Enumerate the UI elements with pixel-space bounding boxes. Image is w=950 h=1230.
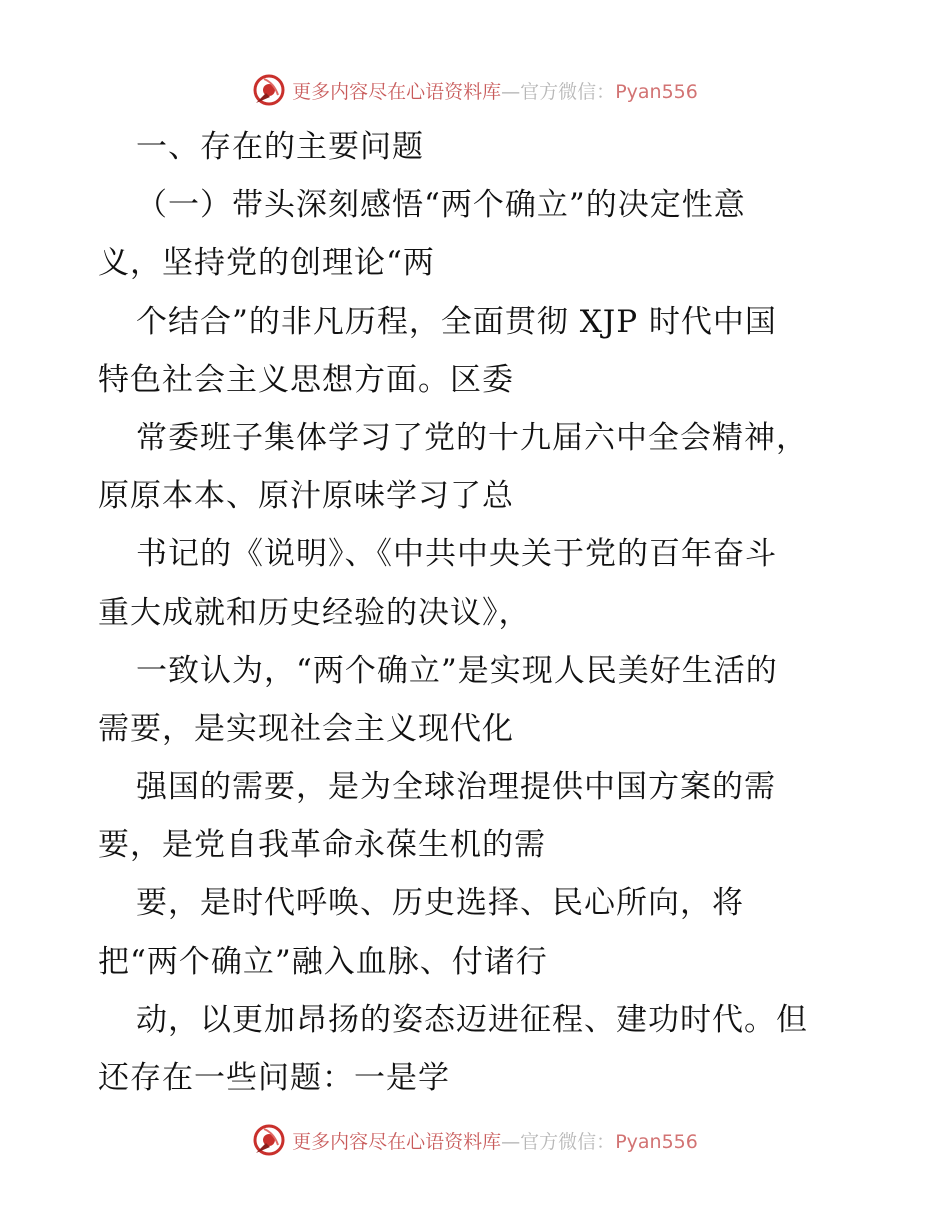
section-heading: 一、存在的主要问题 — [136, 129, 424, 165]
text-line: （一）带头深刻感悟“两个确立”的决定性意 — [136, 187, 746, 224]
pen-logo-icon — [252, 73, 286, 107]
text-line: 要，是时代呼唤、历史选择、民心所向，将 — [136, 885, 744, 922]
header-watermark — [0, 70, 950, 110]
document-body — [98, 118, 868, 1107]
text-line: 强国的需要，是为全球治理提供中国方案的需 — [136, 769, 776, 806]
text-line: 要，是党自我革命永葆生机的需 — [98, 827, 546, 864]
text-line: 需要，是实现社会主义现代化 — [98, 710, 514, 747]
text-line: 义，坚持党的创理论“两 — [98, 245, 435, 282]
text-line: 一致认为，“两个确立”是实现人民美好生活的 — [136, 652, 778, 689]
text-line: 把“两个确立”融入血脉、付诸行 — [98, 943, 548, 980]
pen-logo-icon — [252, 1123, 286, 1157]
text-line: 书记的《说明》、《中共中央关于党的百年奋斗 — [136, 536, 777, 573]
footer-watermark — [0, 1120, 950, 1160]
text-line: 特色社会主义思想方面。区委 — [98, 361, 514, 398]
watermark-text: 更多内容尽在心语资料库—官方微信：Pyan556 — [292, 1130, 698, 1153]
text-line: 重大成就和历史经验的决议》， — [98, 594, 531, 631]
watermark-text: 更多内容尽在心语资料库—官方微信：Pyan556 — [292, 80, 698, 103]
text-line: 还存在一些问题：一是学 — [98, 1060, 450, 1096]
text-line: 原原本本、原汁原味学习了总 — [98, 478, 514, 515]
text-line: 个结合”的非凡历程，全面贯彻 XJP 时代中国 — [136, 303, 777, 340]
text-line: 常委班子集体学习了党的十九届六中全会精神， — [136, 419, 808, 456]
text-line: 动，以更加昂扬的姿态迈进征程、建功时代。但 — [136, 1001, 808, 1038]
